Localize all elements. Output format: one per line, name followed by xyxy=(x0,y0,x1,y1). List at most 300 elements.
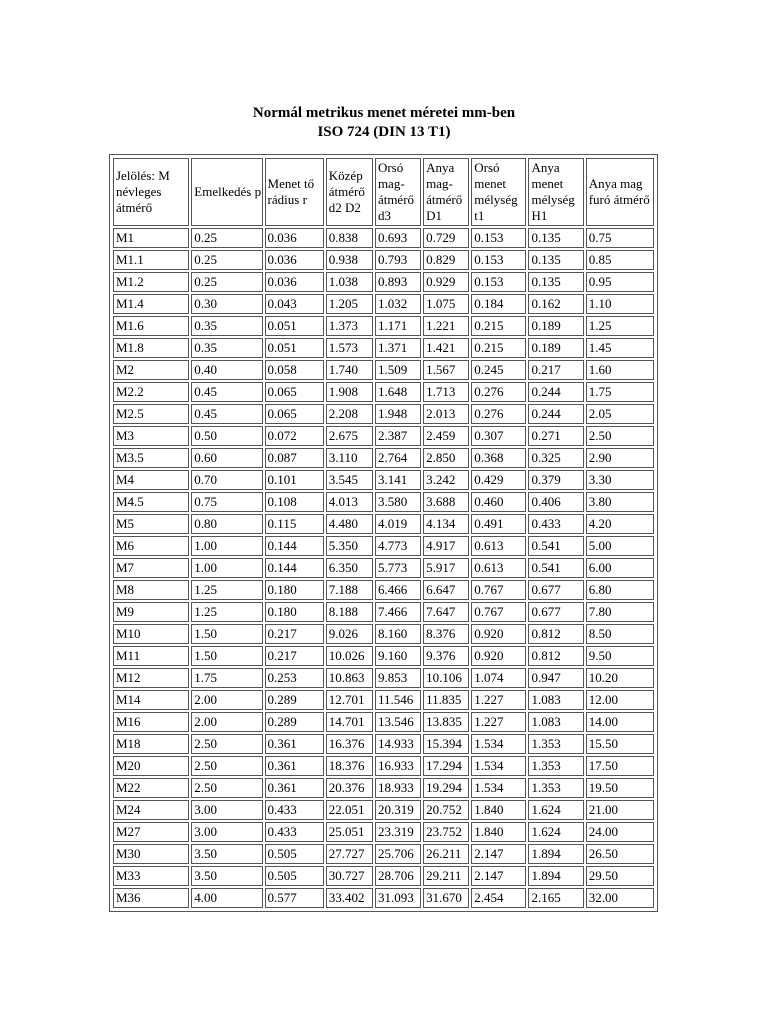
table-cell: 3.50 xyxy=(191,844,262,864)
table-cell: 10.026 xyxy=(326,646,373,666)
table-cell: 0.767 xyxy=(471,580,526,600)
thread-designation-cell: M36 xyxy=(113,888,189,908)
column-header: Orsó mag-átmérő d3 xyxy=(375,158,421,226)
table-cell: 0.072 xyxy=(265,426,324,446)
table-cell: 17.294 xyxy=(423,756,469,776)
table-row xyxy=(113,294,654,314)
table-cell: 2.50 xyxy=(191,778,262,798)
table-cell: 1.038 xyxy=(326,272,373,292)
table-cell: 23.752 xyxy=(423,822,469,842)
table-row xyxy=(113,778,654,798)
table-cell: 2.90 xyxy=(586,448,654,468)
table-cell: 1.205 xyxy=(326,294,373,314)
table-cell: 3.110 xyxy=(326,448,373,468)
thread-designation-cell: M9 xyxy=(113,602,189,622)
table-row xyxy=(113,558,654,578)
table-row xyxy=(113,228,654,248)
thread-designation-cell: M1.1 xyxy=(113,250,189,270)
table-cell: 0.829 xyxy=(423,250,469,270)
table-row xyxy=(113,536,654,556)
table-cell: 1.45 xyxy=(586,338,654,358)
table-cell: 0.613 xyxy=(471,536,526,556)
thread-designation-cell: M14 xyxy=(113,690,189,710)
table-cell: 10.863 xyxy=(326,668,373,688)
table-cell: 0.325 xyxy=(528,448,583,468)
table-cell: 2.00 xyxy=(191,690,262,710)
table-cell: 0.693 xyxy=(375,228,421,248)
table-cell: 0.271 xyxy=(528,426,583,446)
table-cell: 1.75 xyxy=(191,668,262,688)
table-cell: 7.647 xyxy=(423,602,469,622)
table-row xyxy=(113,756,654,776)
table-cell: 6.647 xyxy=(423,580,469,600)
table-cell: 0.541 xyxy=(528,536,583,556)
column-header: Közép átmérő d2 D2 xyxy=(326,158,373,226)
table-cell: 18.933 xyxy=(375,778,421,798)
table-cell: 0.065 xyxy=(265,404,324,424)
column-header: Orsó menet mélység t1 xyxy=(471,158,526,226)
page-subtitle: ISO 724 (DIN 13 T1) xyxy=(317,124,451,140)
table-cell: 0.35 xyxy=(191,316,262,336)
table-cell: 10.20 xyxy=(586,668,654,688)
table-cell: 3.545 xyxy=(326,470,373,490)
table-cell: 0.677 xyxy=(528,602,583,622)
table-row xyxy=(113,316,654,336)
table-cell: 0.180 xyxy=(265,580,324,600)
table-cell: 2.454 xyxy=(471,888,526,908)
table-cell: 1.840 xyxy=(471,822,526,842)
table-cell: 20.319 xyxy=(375,800,421,820)
table-row xyxy=(113,690,654,710)
page-title: Normál metrikus menet méretei mm-ben xyxy=(252,105,516,121)
table-cell: 3.00 xyxy=(191,822,262,842)
table-cell: 0.25 xyxy=(191,250,262,270)
table-cell: 19.294 xyxy=(423,778,469,798)
table-cell: 4.480 xyxy=(326,514,373,534)
table-cell: 0.153 xyxy=(471,272,526,292)
thread-designation-cell: M33 xyxy=(113,866,189,886)
table-cell: 9.853 xyxy=(375,668,421,688)
table-cell: 6.350 xyxy=(326,558,373,578)
table-cell: 2.675 xyxy=(326,426,373,446)
table-cell: 8.50 xyxy=(586,624,654,644)
table-cell: 14.00 xyxy=(586,712,654,732)
table-cell: 0.45 xyxy=(191,404,262,424)
table-cell: 13.546 xyxy=(375,712,421,732)
table-cell: 21.00 xyxy=(586,800,654,820)
table-cell: 0.101 xyxy=(265,470,324,490)
thread-designation-cell: M6 xyxy=(113,536,189,556)
table-cell: 0.036 xyxy=(265,272,324,292)
table-cell: 0.289 xyxy=(265,690,324,710)
table-row xyxy=(113,888,654,908)
table-row xyxy=(113,668,654,688)
table-cell: 1.171 xyxy=(375,316,421,336)
table-cell: 0.491 xyxy=(471,514,526,534)
table-cell: 4.134 xyxy=(423,514,469,534)
table-cell: 3.00 xyxy=(191,800,262,820)
table-cell: 9.160 xyxy=(375,646,421,666)
table-cell: 18.376 xyxy=(326,756,373,776)
thread-designation-cell: M1.4 xyxy=(113,294,189,314)
thread-designation-cell: M30 xyxy=(113,844,189,864)
table-cell: 1.534 xyxy=(471,778,526,798)
table-cell: 0.244 xyxy=(528,404,583,424)
table-cell: 0.812 xyxy=(528,646,583,666)
table-cell: 0.50 xyxy=(191,426,262,446)
table-body xyxy=(113,228,654,908)
table-cell: 20.376 xyxy=(326,778,373,798)
table-cell: 1.373 xyxy=(326,316,373,336)
table-cell: 0.920 xyxy=(471,646,526,666)
thread-designation-cell: M8 xyxy=(113,580,189,600)
thread-designation-cell: M11 xyxy=(113,646,189,666)
column-header: Anya mag-átmérő D1 xyxy=(423,158,469,226)
thread-designation-cell: M12 xyxy=(113,668,189,688)
column-header: Menet tő rádius r xyxy=(265,158,324,226)
table-cell: 0.361 xyxy=(265,756,324,776)
table-cell: 1.60 xyxy=(586,360,654,380)
table-cell: 9.376 xyxy=(423,646,469,666)
table-cell: 0.051 xyxy=(265,338,324,358)
table-cell: 0.036 xyxy=(265,250,324,270)
table-cell: 1.353 xyxy=(528,734,583,754)
table-cell: 0.289 xyxy=(265,712,324,732)
table-cell: 2.50 xyxy=(191,734,262,754)
column-header: Anya mag furó átmérő xyxy=(586,158,654,226)
table-row xyxy=(113,624,654,644)
table-row xyxy=(113,646,654,666)
table-cell: 1.25 xyxy=(191,602,262,622)
table-cell: 3.80 xyxy=(586,492,654,512)
table-cell: 1.032 xyxy=(375,294,421,314)
table-cell: 4.20 xyxy=(586,514,654,534)
table-cell: 25.051 xyxy=(326,822,373,842)
table-cell: 1.648 xyxy=(375,382,421,402)
table-cell: 0.45 xyxy=(191,382,262,402)
table-cell: 0.30 xyxy=(191,294,262,314)
table-cell: 7.466 xyxy=(375,602,421,622)
table-cell: 0.938 xyxy=(326,250,373,270)
table-row xyxy=(113,800,654,820)
table-cell: 0.144 xyxy=(265,558,324,578)
table-cell: 0.838 xyxy=(326,228,373,248)
thread-designation-cell: M2.2 xyxy=(113,382,189,402)
table-cell: 1.75 xyxy=(586,382,654,402)
table-cell: 0.361 xyxy=(265,778,324,798)
thread-designation-cell: M27 xyxy=(113,822,189,842)
table-cell: 1.25 xyxy=(586,316,654,336)
thread-designation-cell: M20 xyxy=(113,756,189,776)
thread-designation-cell: M3 xyxy=(113,426,189,446)
table-cell: 0.144 xyxy=(265,536,324,556)
table-cell: 1.083 xyxy=(528,712,583,732)
table-cell: 2.387 xyxy=(375,426,421,446)
table-cell: 3.141 xyxy=(375,470,421,490)
thread-designation-cell: M4 xyxy=(113,470,189,490)
thread-designation-cell: M16 xyxy=(113,712,189,732)
table-cell: 0.75 xyxy=(191,492,262,512)
thread-designation-cell: M1.2 xyxy=(113,272,189,292)
table-row xyxy=(113,492,654,512)
table-cell: 1.894 xyxy=(528,866,583,886)
table-cell: 29.211 xyxy=(423,866,469,886)
table-cell: 2.208 xyxy=(326,404,373,424)
table-cell: 6.466 xyxy=(375,580,421,600)
table-cell: 0.245 xyxy=(471,360,526,380)
table-cell: 29.50 xyxy=(586,866,654,886)
table-cell: 2.05 xyxy=(586,404,654,424)
table-cell: 4.917 xyxy=(423,536,469,556)
table-cell: 1.573 xyxy=(326,338,373,358)
table-row xyxy=(113,382,654,402)
thread-designation-cell: M1.6 xyxy=(113,316,189,336)
table-cell: 1.908 xyxy=(326,382,373,402)
table-cell: 1.075 xyxy=(423,294,469,314)
table-cell: 0.767 xyxy=(471,602,526,622)
table-cell: 3.242 xyxy=(423,470,469,490)
thread-designation-cell: M24 xyxy=(113,800,189,820)
table-cell: 5.773 xyxy=(375,558,421,578)
table-cell: 0.051 xyxy=(265,316,324,336)
table-cell: 28.706 xyxy=(375,866,421,886)
table-cell: 0.184 xyxy=(471,294,526,314)
table-cell: 0.929 xyxy=(423,272,469,292)
table-cell: 0.276 xyxy=(471,382,526,402)
table-cell: 0.70 xyxy=(191,470,262,490)
column-header: Emelkedés p xyxy=(191,158,262,226)
table-cell: 0.217 xyxy=(528,360,583,380)
table-cell: 0.215 xyxy=(471,338,526,358)
table-cell: 15.50 xyxy=(586,734,654,754)
table-cell: 1.00 xyxy=(191,536,262,556)
table-cell: 0.80 xyxy=(191,514,262,534)
table-cell: 0.433 xyxy=(265,800,324,820)
thread-designation-cell: M22 xyxy=(113,778,189,798)
table-row xyxy=(113,822,654,842)
table-row xyxy=(113,360,654,380)
table-row xyxy=(113,426,654,446)
thread-designation-cell: M5 xyxy=(113,514,189,534)
table-cell: 1.221 xyxy=(423,316,469,336)
table-header-row xyxy=(113,158,654,226)
table-cell: 1.740 xyxy=(326,360,373,380)
table-cell: 0.217 xyxy=(265,624,324,644)
table-cell: 3.688 xyxy=(423,492,469,512)
table-row xyxy=(113,866,654,886)
table-cell: 0.153 xyxy=(471,228,526,248)
table-cell: 11.835 xyxy=(423,690,469,710)
table-cell: 0.153 xyxy=(471,250,526,270)
table-cell: 0.162 xyxy=(528,294,583,314)
table-cell: 1.25 xyxy=(191,580,262,600)
table-cell: 0.087 xyxy=(265,448,324,468)
table-cell: 0.368 xyxy=(471,448,526,468)
table-cell: 1.509 xyxy=(375,360,421,380)
table-cell: 0.135 xyxy=(528,228,583,248)
table-cell: 31.093 xyxy=(375,888,421,908)
table-cell: 0.505 xyxy=(265,866,324,886)
table-cell: 30.727 xyxy=(326,866,373,886)
thread-designation-cell: M2.5 xyxy=(113,404,189,424)
table-row xyxy=(113,844,654,864)
thread-designation-cell: M4.5 xyxy=(113,492,189,512)
column-header: Jelölés: M névleges átmérő xyxy=(113,158,189,226)
table-cell: 0.361 xyxy=(265,734,324,754)
table-cell: 32.00 xyxy=(586,888,654,908)
table-cell: 1.00 xyxy=(191,558,262,578)
table-cell: 27.727 xyxy=(326,844,373,864)
table-cell: 0.135 xyxy=(528,250,583,270)
table-cell: 7.188 xyxy=(326,580,373,600)
table-row xyxy=(113,514,654,534)
table-cell: 2.459 xyxy=(423,426,469,446)
table-cell: 4.00 xyxy=(191,888,262,908)
table-cell: 0.043 xyxy=(265,294,324,314)
table-cell: 8.160 xyxy=(375,624,421,644)
thread-designation-cell: M1.8 xyxy=(113,338,189,358)
table-row xyxy=(113,712,654,732)
table-cell: 1.421 xyxy=(423,338,469,358)
table-row xyxy=(113,404,654,424)
table-cell: 1.083 xyxy=(528,690,583,710)
table-cell: 0.135 xyxy=(528,272,583,292)
table-cell: 3.50 xyxy=(191,866,262,886)
table-cell: 0.433 xyxy=(528,514,583,534)
table-cell: 1.50 xyxy=(191,646,262,666)
table-row xyxy=(113,272,654,292)
table-cell: 5.917 xyxy=(423,558,469,578)
table-cell: 0.429 xyxy=(471,470,526,490)
table-row xyxy=(113,250,654,270)
table-cell: 33.402 xyxy=(326,888,373,908)
table-cell: 1.227 xyxy=(471,712,526,732)
table-cell: 13.835 xyxy=(423,712,469,732)
table-cell: 2.50 xyxy=(586,426,654,446)
table-cell: 0.85 xyxy=(586,250,654,270)
table-cell: 5.00 xyxy=(586,536,654,556)
thread-designation-cell: M10 xyxy=(113,624,189,644)
table-cell: 0.812 xyxy=(528,624,583,644)
table-cell: 0.180 xyxy=(265,602,324,622)
table-cell: 16.933 xyxy=(375,756,421,776)
table-cell: 2.850 xyxy=(423,448,469,468)
table-cell: 5.350 xyxy=(326,536,373,556)
table-cell: 15.394 xyxy=(423,734,469,754)
table-cell: 2.50 xyxy=(191,756,262,776)
table-cell: 0.065 xyxy=(265,382,324,402)
table-cell: 20.752 xyxy=(423,800,469,820)
table-cell: 8.188 xyxy=(326,602,373,622)
table-cell: 0.613 xyxy=(471,558,526,578)
table-cell: 0.577 xyxy=(265,888,324,908)
table-cell: 12.701 xyxy=(326,690,373,710)
table-cell: 0.793 xyxy=(375,250,421,270)
table-cell: 17.50 xyxy=(586,756,654,776)
table-cell: 2.013 xyxy=(423,404,469,424)
table-cell: 0.244 xyxy=(528,382,583,402)
table-cell: 0.189 xyxy=(528,338,583,358)
table-cell: 11.546 xyxy=(375,690,421,710)
table-cell: 1.534 xyxy=(471,734,526,754)
table-cell: 23.319 xyxy=(375,822,421,842)
table-cell: 8.376 xyxy=(423,624,469,644)
table-cell: 1.624 xyxy=(528,822,583,842)
table-cell: 0.25 xyxy=(191,228,262,248)
table-cell: 0.60 xyxy=(191,448,262,468)
table-cell: 12.00 xyxy=(586,690,654,710)
thread-designation-cell: M3.5 xyxy=(113,448,189,468)
table-cell: 4.019 xyxy=(375,514,421,534)
table-cell: 0.379 xyxy=(528,470,583,490)
table-cell: 26.50 xyxy=(586,844,654,864)
table-cell: 0.893 xyxy=(375,272,421,292)
table-cell: 1.371 xyxy=(375,338,421,358)
table-cell: 26.211 xyxy=(423,844,469,864)
table-cell: 0.276 xyxy=(471,404,526,424)
table-cell: 1.567 xyxy=(423,360,469,380)
table-cell: 6.80 xyxy=(586,580,654,600)
table-cell: 0.677 xyxy=(528,580,583,600)
table-cell: 1.353 xyxy=(528,778,583,798)
table-row xyxy=(113,580,654,600)
table-cell: 0.35 xyxy=(191,338,262,358)
table-cell: 31.670 xyxy=(423,888,469,908)
table-cell: 1.534 xyxy=(471,756,526,776)
table-cell: 0.189 xyxy=(528,316,583,336)
table-cell: 0.036 xyxy=(265,228,324,248)
table-cell: 1.353 xyxy=(528,756,583,776)
table-cell: 1.894 xyxy=(528,844,583,864)
table-cell: 0.108 xyxy=(265,492,324,512)
table-cell: 3.580 xyxy=(375,492,421,512)
table-cell: 0.40 xyxy=(191,360,262,380)
table-cell: 0.406 xyxy=(528,492,583,512)
thread-designation-cell: M1 xyxy=(113,228,189,248)
table-cell: 1.50 xyxy=(191,624,262,644)
table-row xyxy=(113,602,654,622)
table-cell: 4.013 xyxy=(326,492,373,512)
table-cell: 7.80 xyxy=(586,602,654,622)
table-cell: 0.505 xyxy=(265,844,324,864)
table-cell: 0.217 xyxy=(265,646,324,666)
table-cell: 25.706 xyxy=(375,844,421,864)
table-cell: 14.933 xyxy=(375,734,421,754)
table-cell: 0.215 xyxy=(471,316,526,336)
table-cell: 2.147 xyxy=(471,844,526,864)
table-cell: 1.948 xyxy=(375,404,421,424)
table-cell: 9.50 xyxy=(586,646,654,666)
table-cell: 0.058 xyxy=(265,360,324,380)
table-cell: 0.307 xyxy=(471,426,526,446)
table-cell: 0.460 xyxy=(471,492,526,512)
table-cell: 1.624 xyxy=(528,800,583,820)
table-cell: 1.713 xyxy=(423,382,469,402)
table-cell: 14.701 xyxy=(326,712,373,732)
table-cell: 0.115 xyxy=(265,514,324,534)
table-row xyxy=(113,470,654,490)
table-cell: 10.106 xyxy=(423,668,469,688)
table-cell: 3.30 xyxy=(586,470,654,490)
table-cell: 2.165 xyxy=(528,888,583,908)
table-cell: 24.00 xyxy=(586,822,654,842)
table-cell: 2.147 xyxy=(471,866,526,886)
table-cell: 0.920 xyxy=(471,624,526,644)
table-cell: 0.25 xyxy=(191,272,262,292)
table-cell: 0.541 xyxy=(528,558,583,578)
thread-designation-cell: M18 xyxy=(113,734,189,754)
table-cell: 0.947 xyxy=(528,668,583,688)
